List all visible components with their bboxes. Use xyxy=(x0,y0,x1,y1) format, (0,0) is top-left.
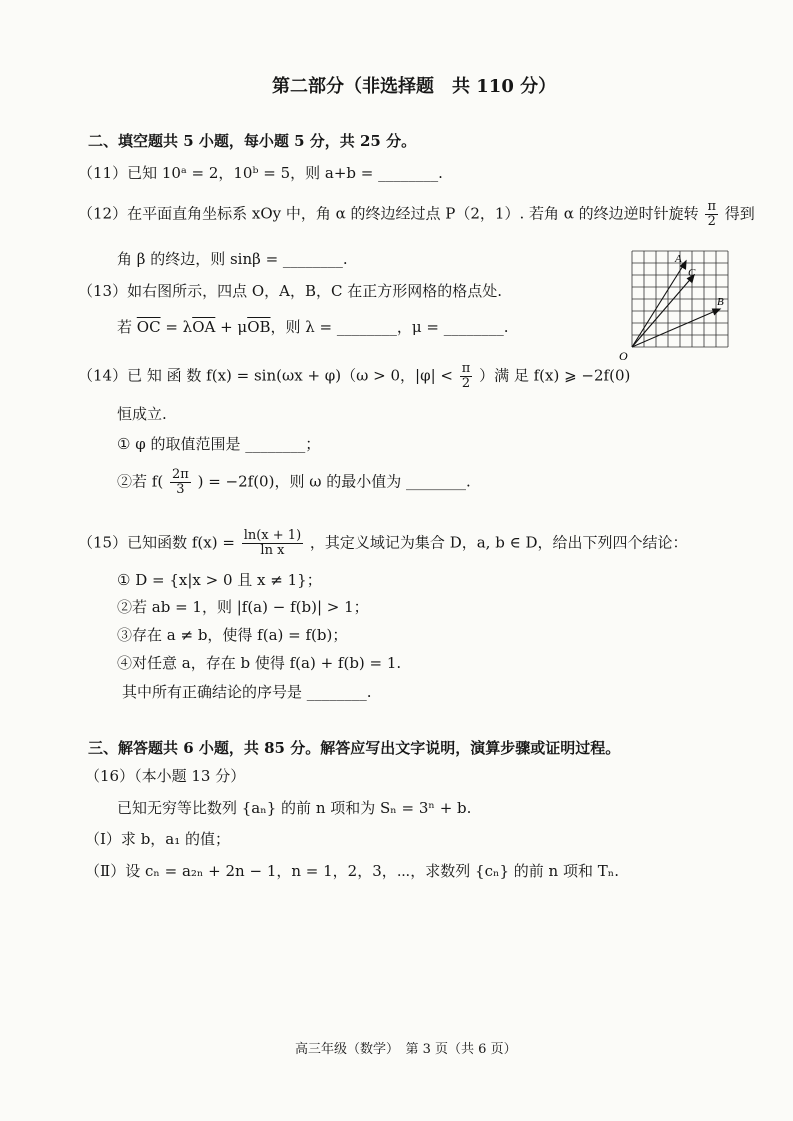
label-c: C xyxy=(688,267,696,279)
q13-eq1: = λ xyxy=(160,318,193,336)
q14-text-a: （14）已 知 函 数 f(x) = sin(ωx + φ)（ω > 0，|φ| < xyxy=(78,366,453,385)
question-15-line1 xyxy=(78,529,687,558)
question-14-line4 xyxy=(117,468,471,497)
question-16-header: （16）（本小题 13 分） xyxy=(85,767,246,785)
q15-item-3: ③存在 a ≠ b，使得 f(a) = f(b)； xyxy=(117,626,348,644)
q15-final: 其中所有正确结论的序号是 ________. xyxy=(122,683,372,701)
question-14-line2: 恒成立. xyxy=(117,405,167,423)
q12-text-b: 得到 xyxy=(724,204,755,223)
q15-text-b: ，其定义域记为集合 D，a, b ∈ D，给出下列四个结论： xyxy=(309,533,688,552)
q12-text-a: （12）在平面直角坐标系 xOy 中，角 α 的终边经过点 P（2，1）. 若角 α 的终边逆时针旋转 xyxy=(78,204,699,223)
grid-lines xyxy=(632,251,728,347)
q15-item-1: ① D = {x|x > 0 且 x ≠ 1}； xyxy=(117,571,322,589)
question-14-line3: ① φ 的取值范围是 ________； xyxy=(117,435,321,453)
q13-suffix: ，则 λ = ________，μ = ________. xyxy=(270,318,509,336)
q14-text-b: ）满 足 f(x) ⩾ −2f(0) xyxy=(479,366,631,385)
question-16-part2: （Ⅱ）设 cₙ = a₂ₙ + 2n − 1，n = 1，2，3，⋯，求数列 {cₙ} 的前 n 项和 Tₙ. xyxy=(85,862,619,880)
label-a: A xyxy=(675,253,682,265)
vector-grid-figure xyxy=(617,247,737,362)
question-13-line1: （13）如右图所示，四点 O，A，B，C 在正方形网格的格点处. xyxy=(78,282,503,300)
q12-frac-den: 2 xyxy=(707,214,716,229)
q15-item-2: ②若 ab = 1，则 |f(a) − f(b)| > 1； xyxy=(117,598,369,616)
q14-text-c: ②若 f( xyxy=(117,472,164,491)
section-2-heading: 二、填空题共 5 小题，每小题 5 分，共 25 分。 xyxy=(88,132,417,150)
question-12-line1 xyxy=(78,200,755,229)
vector-oa-arrow xyxy=(632,261,686,347)
q14-text-d: ) = −2f(0)，则 ω 的最小值为 ________. xyxy=(197,472,471,491)
vectors xyxy=(632,261,720,347)
q12-frac-num: π xyxy=(707,199,717,214)
question-12-line2: 角 β 的终边，则 sinβ = ________. xyxy=(117,250,348,268)
q14-frac2-den: 3 xyxy=(176,482,185,497)
question-16-stem: 已知无穷等比数列 {aₙ} 的前 n 项和为 Sₙ = 3ⁿ + b. xyxy=(117,799,472,817)
section-3-heading: 三、解答题共 6 小题，共 85 分。解答应写出文字说明，演算步骤或证明过程。 xyxy=(88,739,621,757)
q14-fraction xyxy=(460,362,473,391)
q14-fraction-2 xyxy=(170,468,191,497)
vector-ob-arrow xyxy=(632,309,720,347)
q15-fraction xyxy=(242,529,303,558)
page-footer: 高三年级（数学） 第 3 页（共 6 页） xyxy=(295,1042,517,1057)
label-b: B xyxy=(717,296,724,308)
q14-frac-num: π xyxy=(461,361,471,376)
q13-eq2: + μ xyxy=(215,318,248,336)
vector-oc: $\overline{OC}$ xyxy=(136,318,161,336)
q15-frac-num: ln(x + 1) xyxy=(243,528,302,543)
q15-frac-den: ln x xyxy=(260,543,285,558)
question-16-part1: （Ⅰ）求 b，a₁ 的值； xyxy=(85,830,231,848)
question-13-line2 xyxy=(117,317,509,337)
vector-ob: $\overline{OB}$ xyxy=(247,318,271,336)
question-14-line1 xyxy=(78,362,630,391)
label-o: O xyxy=(619,349,628,362)
q14-frac-den: 2 xyxy=(461,376,471,391)
q12-fraction xyxy=(705,200,718,229)
q15-item-4: ④对任意 a，存在 b 使得 f(a) + f(b) = 1. xyxy=(117,654,402,672)
q13-prefix: 若 xyxy=(117,318,137,336)
q14-frac2-num: 2π xyxy=(171,467,189,482)
q15-text-a: （15）已知函数 f(x) = xyxy=(78,533,235,552)
page-title: 第二部分（非选择题 共 110 分） xyxy=(272,76,557,97)
question-11: （11）已知 10ᵃ = 2，10ᵇ = 5，则 a+b = ________. xyxy=(78,164,443,182)
vector-oa: $\overline{OA}$ xyxy=(192,318,216,336)
